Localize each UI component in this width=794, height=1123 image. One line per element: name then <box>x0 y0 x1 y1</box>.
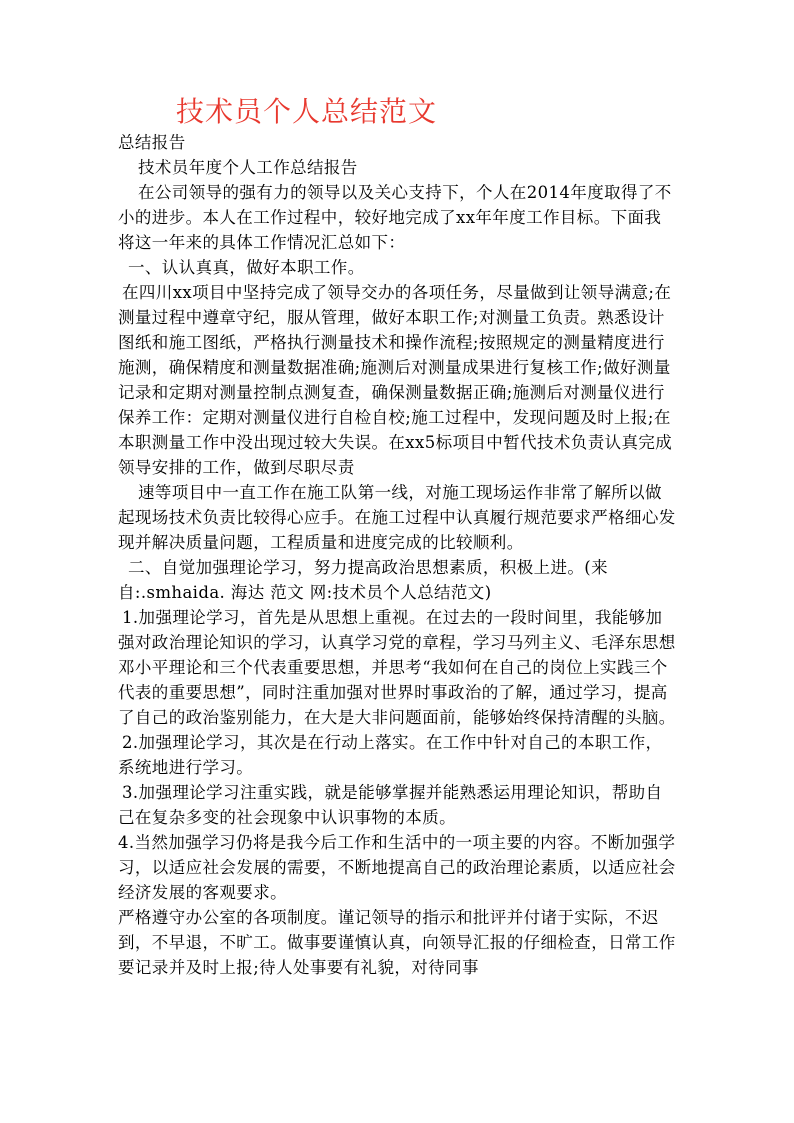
section-heading-1: 一、认认真真，做好本职工作。 <box>128 258 365 277</box>
document-body <box>118 130 678 980</box>
paragraph-subtitle: 技术员年度个人工作总结报告 <box>138 158 358 177</box>
paragraph-heading-report: 总结报告 <box>118 133 186 152</box>
paragraph-intro: 在公司领导的强有力的领导以及关心支持下，个人在2014年度取得了不小的进步。本人在工作过程中，较好地完成了xx年年度工作目标。下面我将这一年来的具体工作情况汇总如下： <box>118 183 672 252</box>
paragraph-field-work: 速等项目中一直工作在施工队第一线，对施工现场运作非常了解所以做起现场技术负责比较得心应手。在施工过程中认真履行规范要求严格细心发现并解决质量问题，工程质量和进度完成的比较顺利。 <box>118 483 676 552</box>
list-item-3: 3.加强理论学习注重实践，就是能够掌握并能熟悉运用理论知识，帮助自己在复杂多变的社会现象中认识事物的本质。 <box>118 783 663 827</box>
paragraph-office-rules: 严格遵守办公室的各项制度。谨记领导的指示和批评并付诸于实际，不迟到，不早退，不旷工。做事要谨慎认真，向领导汇报的仔细检查，日常工作要记录并及时上报;待人处事要有礼貌，对待同事 <box>118 908 676 977</box>
list-item-2: 2.加强理论学习，其次是在行动上落实。在工作中针对自己的本职工作，系统地进行学习。 <box>118 733 663 777</box>
list-item-1: 1.加强理论学习，首先是从思想上重视。在过去的一段时间里，我能够加强对政治理论知识的学习，认真学习党的章程，学习马列主义、毛泽东思想邓小平理论和三个代表重要思想，并思考“我如何在自己的岗位上实践三个代表的重要思想”，同时注重加强对世界时事政治的了解，通过学习，提高了自己的政治鉴别能力，在大是大非问题面前，能够始终保持清醒的头脑。 <box>118 608 676 727</box>
list-item-4: 4.当然加强学习仍将是我今后工作和生活中的一项主要的内容。不断加强学习，以适应社会发展的需要，不断地提高自己的政治理论素质，以适应社会经济发展的客观要求。 <box>118 833 676 902</box>
section-heading-2: 二、自觉加强理论学习，努力提高政治思想素质，积极上进。(来自:.smhaida. 海达 范文 网:技术员个人总结范文) <box>118 558 609 602</box>
paragraph-work-details: 在四川xx项目中坚持完成了领导交办的各项任务，尽量做到让领导满意;在测量过程中遵章守纪，服从管理，做好本职工作;对测量工负责。熟悉设计图纸和施工图纸，严格执行测量技术和操作流程;按照规定的测量精度进行施测，确保精度和测量数据准确;施测后对测量成果进行复核工作;做好测量记录和定期对测量控制点测复查，确保测量数据正确;施测后对测量仪进行保养工作：定期对测量仪进行自检自校;施工过程中，发现问题及时上报;在本职测量工作中没出现过较大失误。在xx5标项目中暂代技术负责认真完成领导安排的工作，做到尽职尽责 <box>118 283 673 477</box>
document-title: 技术员个人总结范文 <box>176 95 438 128</box>
